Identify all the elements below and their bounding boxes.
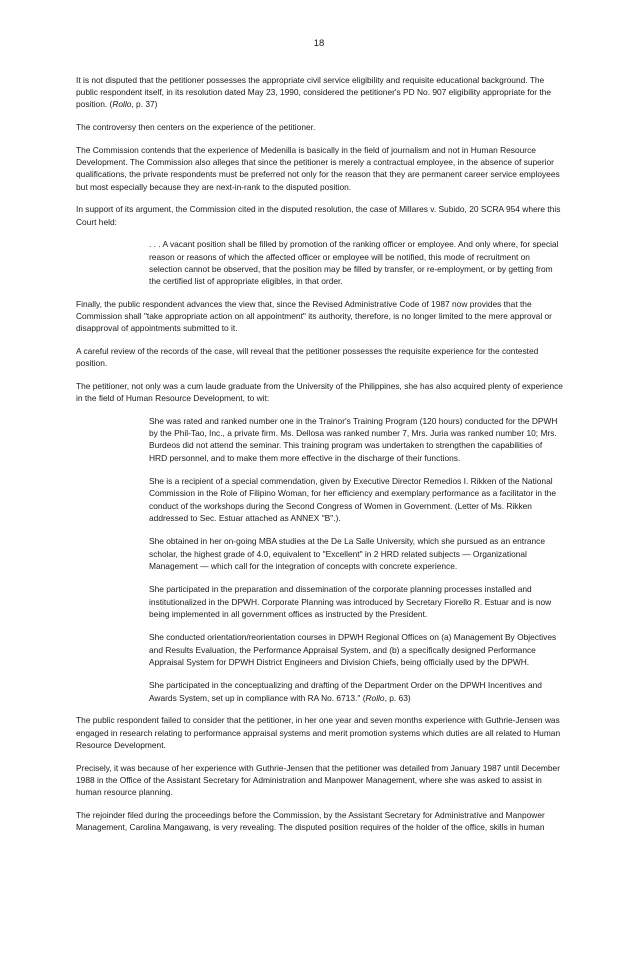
paragraph-careful-review: A careful review of the records of the case, will reveal that the petitioner possesses the requisite experience for the contested position. (76, 346, 539, 369)
paragraph-commission-contention: The Commission contends that the experience of Medenilla is basically in the field of journalism and not in Human Resource Development. The Commission also alleges that since the petitioner is merely a contractual employee, in the absence of superior qualifications, the private respondents must be preferred not only for the reason that they are permanent career service employees but most especially because they are next-in-rank to the disputed position. (76, 145, 560, 192)
rollo-citation: Rollo (112, 99, 132, 110)
document-body (76, 74, 566, 844)
experience-item: She was rated and ranked number one in the Trainor's Training Program (120 hours) conducted for the DPWH by the Phil-Tao, Inc., a private firm. Ms. Dellosa was ranked number 7, Mrs. Juria was ranked number 10; Mrs. Burdeos did not attend the seminar. This training program was undertaken to strengthen the capabilities of HRD personnel, and to make them more effective in the discharge of their functions. (149, 416, 558, 463)
rollo-citation: Rollo (365, 692, 385, 703)
paragraph-public-respondent-view: Finally, the public respondent advances the view that, since the Revised Administrative Code of 1987 now provides that the Commission shall "take appropriate action on all appointment" its authority, therefore, is no longer limited to the mere approval or disapproval of appointments submitted to it. (76, 298, 552, 334)
block-quote-millares: . . . A vacant position shall be filled by promotion of the ranking officer or employee. And only where, for special reason or reasons of which the affected officer or employee will be notified, this mode of recruitment on selection cannot be observed, that the position may be filled by transfer, or re-employment, or by getting from the certified list of appropriate eligibles, in that order. (149, 239, 559, 287)
paragraph-detail-assignment: Precisely, it was because of her experience with Guthrie-Jensen that the petitioner was detailed from January 1987 until December 1988 in the Office of the Assistant Secretary for Administration and Manpower Management, where she was asked to assist in human resource planning. (76, 762, 560, 798)
paragraph-eligibility (76, 74, 566, 111)
experience-item: She obtained in her on-going MBA studies at the De La Salle University, which she pursued as an entrance scholar, the highest grade of 4.0, equivalent to "Excellent" in 2 HRD related subjects — Organizational Management — which call for the integration of concepts with concrete experience. (149, 536, 546, 571)
experience-item: She participated in the preparation and dissemination of the corporate planning processes installed and institutionalized in the DPWH. Corporate Planning was introduced by Secretary Fiorello R. Estuar and is now being implemented in all government offices as instructed by the President. (149, 584, 552, 619)
page-number: 18 (313, 38, 325, 49)
citation-page: , p. 37) (131, 99, 158, 110)
citation-page: , p. 63) (384, 692, 411, 703)
paragraph-support-argument: In support of its argument, the Commission cited in the disputed resolution, the case of Millares v. Subido, 20 SCRA 954 where this Court held: (76, 204, 561, 227)
experience-item-text: She participated in the conceptualizing and drafting of the Department Order on the DPWH Incentives and Awards System, set up in compliance with RA No. 6713." ( (149, 680, 542, 703)
experience-item: She is a recipient of a special commendation, given by Executive Director Remedios I. Rikken of the National Commission in the Role of Filipino Woman, for her efficiency and exemplary performance as a facilitator in the conduct of the workshops during the Second Congress of Women in Government. (Letter of Ms. Rikken addressed to Sec. Estuar attached as ANNEX "B".). (149, 476, 556, 523)
paragraph-petitioner-experience: The petitioner, not only was a cum laude graduate from the University of the Philippines, she has also acquired plenty of experience in the field of Human Resource Development, to wit: (76, 381, 563, 404)
paragraph-guthrie-jensen: The public respondent failed to consider that the petitioner, in her one year and seven months experience with Guthrie-Jensen was engaged in research relating to performance appraisal systems and merit promotion systems which duties are all related to Human Resource Development. (76, 715, 561, 750)
experience-item (149, 679, 559, 703)
paragraph-controversy: The controversy then centers on the experience of the petitioner. (76, 122, 316, 133)
experience-list (149, 415, 559, 704)
paragraph-eligibility-text: It is not disputed that the petitioner possesses the appropriate civil service eligibility and requisite educational background. The public respondent itself, in its resolution dated May 23, 1990, considered the petitioner's PD No. 907 eligibility appropriate for the position. ( (76, 75, 552, 110)
experience-item: She conducted orientation/reorientation courses in DPWH Regional Offices on (a) Management By Objectives and Results Evaluation, the Performance Appraisal System, and (b) a specifically designed Performance Appraisal System for DPWH District Engineers and Division Chiefs, being officially used by the DPWH. (149, 632, 557, 667)
paragraph-rejoinder: The rejoinder filed during the proceedings before the Commission, by the Assistant Secretary for Administrative and Manpower Management, Carolina Mangawang, is very revealing. The disputed position requires of the holder of the office, skills in human (76, 809, 545, 833)
